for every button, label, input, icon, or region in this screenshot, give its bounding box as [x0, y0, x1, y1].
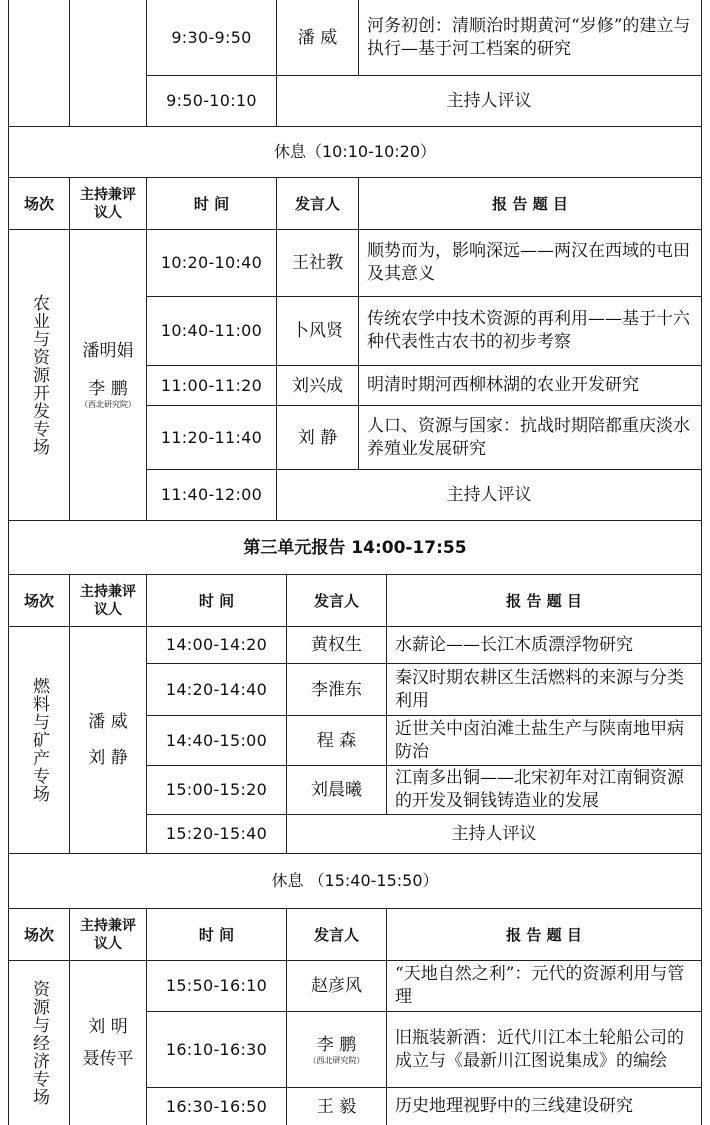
speaker-cell: 黄权生 — [287, 627, 387, 664]
header-host: 主持兼评议人 — [70, 178, 147, 230]
review-cell: 主持人评议 — [277, 470, 702, 521]
header-speaker: 发言人 — [287, 909, 387, 961]
time-cell: 14:00-14:20 — [147, 627, 287, 664]
session-cell — [8, 627, 70, 854]
topic-cell: 秦汉时期农耕区生活燃料的来源与分类利用 — [387, 664, 702, 716]
topic-cell: “天地自然之利”：元代的资源利用与管理 — [387, 961, 702, 1012]
host-cell — [70, 627, 147, 854]
host-name: 聂传平 — [82, 1049, 134, 1069]
host-name: 潘明娟 — [82, 341, 134, 361]
speaker-affiliation: （西北研究院） — [308, 1055, 365, 1065]
topic-cell: 河务初创：清顺治时期黄河“岁修”的建立与执行—基于河工档案的研究 — [359, 0, 702, 76]
session-cell — [8, 230, 70, 521]
time-cell: 11:00-11:20 — [147, 366, 277, 406]
host-cell — [70, 961, 147, 1125]
time-cell: 11:20-11:40 — [147, 406, 277, 470]
host-name: 刘 静 — [88, 748, 128, 768]
break-row: 休息 （15:40-15:50） — [8, 854, 702, 909]
session-cell-continued — [8, 0, 70, 127]
header-session: 场次 — [8, 575, 70, 627]
speaker-cell: 李淮东 — [287, 664, 387, 716]
topic-cell: 近世关中卤泊滩土盐生产与陕南地甲病防治 — [387, 716, 702, 766]
session-name: 农业与资源开发专场 — [29, 294, 49, 456]
unit-title-row: 第三单元报告 14:00-17:55 — [8, 521, 702, 575]
time-cell: 15:50-16:10 — [147, 961, 287, 1012]
topic-cell: 水薪论——长江木质漂浮物研究 — [387, 627, 702, 664]
review-time-cell: 11:40-12:00 — [147, 470, 277, 521]
session-cell — [8, 961, 70, 1125]
header-time: 时 间 — [147, 909, 287, 961]
review-cell: 主持人评议 — [277, 76, 702, 127]
header-host: 主持兼评议人 — [70, 575, 147, 627]
host-affiliation: （西北研究院） — [80, 400, 136, 409]
header-time: 时 间 — [147, 178, 277, 230]
header-session: 场次 — [8, 909, 70, 961]
host-name: 潘 威 — [88, 712, 128, 732]
header-speaker: 发言人 — [287, 575, 387, 627]
topic-cell: 历史地理视野中的三线建设研究 — [387, 1088, 702, 1125]
host-cell-continued — [70, 0, 147, 127]
host-name: 李 鹏 — [88, 379, 128, 399]
speaker-cell — [287, 1012, 387, 1088]
time-cell: 10:40-11:00 — [147, 297, 277, 366]
review-cell: 主持人评议 — [287, 815, 702, 854]
time-cell: 9:30-9:50 — [147, 0, 277, 76]
speaker-cell: 王 毅 — [287, 1088, 387, 1125]
speaker-cell: 卜风贤 — [277, 297, 359, 366]
time-cell: 14:20-14:40 — [147, 664, 287, 716]
host-cell — [70, 230, 147, 521]
speaker-cell: 赵彦风 — [287, 961, 387, 1012]
speaker-name: 李 鹏 — [316, 1034, 357, 1055]
topic-cell: 顺势而为，影响深远——两汉在西域的屯田及其意义 — [359, 230, 702, 297]
speaker-cell: 王社教 — [277, 230, 359, 297]
header-topic: 报 告 题 目 — [359, 178, 702, 230]
time-cell: 16:30-16:50 — [147, 1088, 287, 1125]
speaker-cell: 刘晨曦 — [287, 766, 387, 815]
speaker-cell: 潘 威 — [277, 0, 359, 76]
header-topic: 报 告 题 目 — [387, 909, 702, 961]
header-host: 主持兼评议人 — [70, 909, 147, 961]
topic-cell: 旧瓶装新酒：近代川江本土轮船公司的成立与《最新川江图说集成》的编绘 — [387, 1012, 702, 1088]
host-name: 刘 明 — [88, 1017, 128, 1037]
speaker-cell: 程 森 — [287, 716, 387, 766]
header-speaker: 发言人 — [277, 178, 359, 230]
topic-cell: 明清时期河西柳林湖的农业开发研究 — [359, 366, 702, 406]
header-time: 时 间 — [147, 575, 287, 627]
time-cell: 16:10-16:30 — [147, 1012, 287, 1088]
session-name: 燃料与矿产专场 — [29, 677, 49, 803]
session-name: 资源与经济专场 — [29, 980, 49, 1106]
review-time-cell: 15:20-15:40 — [147, 815, 287, 854]
time-cell: 10:20-10:40 — [147, 230, 277, 297]
time-cell: 15:00-15:20 — [147, 766, 287, 815]
header-session: 场次 — [8, 178, 70, 230]
break-row: 休息（10:10-10:20） — [8, 127, 702, 178]
speaker-cell: 刘兴成 — [277, 366, 359, 406]
review-time-cell: 9:50-10:10 — [147, 76, 277, 127]
speaker-cell: 刘 静 — [277, 406, 359, 470]
topic-cell: 江南多出铜——北宋初年对江南铜资源的开发及铜钱铸造业的发展 — [387, 766, 702, 815]
header-topic: 报 告 题 目 — [387, 575, 702, 627]
topic-cell: 人口、资源与国家：抗战时期陪都重庆淡水养殖业发展研究 — [359, 406, 702, 470]
topic-cell: 传统农学中技术资源的再利用——基于十六种代表性古农书的初步考察 — [359, 297, 702, 366]
time-cell: 14:40-15:00 — [147, 716, 287, 766]
